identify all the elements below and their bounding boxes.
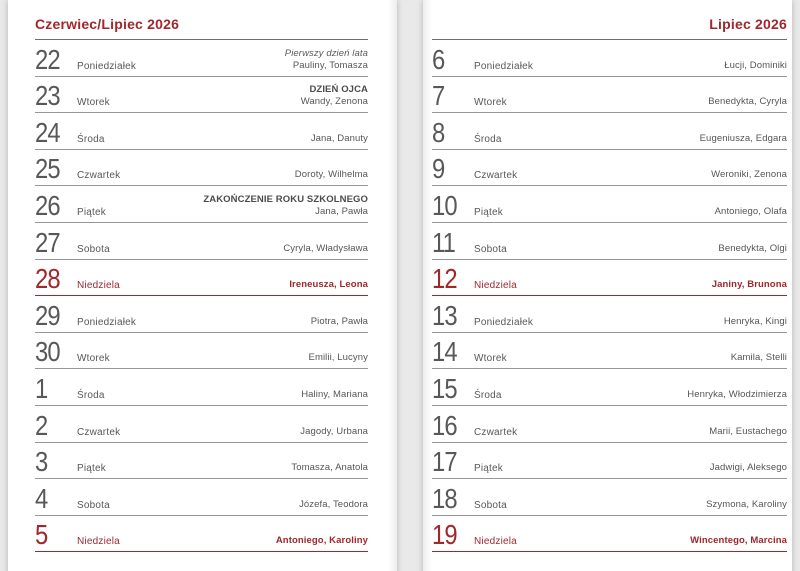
day-number: 6 bbox=[432, 43, 445, 75]
weekday-label: Niedziela bbox=[77, 280, 120, 292]
holiday-note: DZIEŃ OJCA bbox=[309, 84, 368, 96]
day-block bbox=[432, 82, 507, 110]
day-number: 11 bbox=[432, 226, 456, 258]
weekday-label: Czwartek bbox=[77, 426, 121, 438]
nameday-label: Henryka, Włodzimierza bbox=[687, 388, 787, 400]
nameday-block bbox=[700, 133, 787, 145]
weekday-label: Wtorek bbox=[474, 353, 507, 365]
nameday-label: Jana, Pawła bbox=[315, 205, 368, 217]
day-number: 29 bbox=[35, 299, 60, 331]
nameday-block bbox=[710, 462, 787, 474]
day-number: 5 bbox=[35, 519, 48, 551]
nameday-block bbox=[300, 426, 368, 438]
weekday-label: Sobota bbox=[474, 499, 507, 511]
nameday-block bbox=[311, 316, 368, 328]
page-right-content bbox=[423, 0, 792, 552]
calendar-row bbox=[35, 406, 368, 443]
day-number: 16 bbox=[432, 409, 457, 441]
weekday-label: Środa bbox=[474, 389, 502, 401]
page-left-content bbox=[8, 0, 397, 552]
nameday-block bbox=[203, 194, 368, 218]
weekday-label: Wtorek bbox=[77, 97, 110, 109]
day-number: 28 bbox=[35, 263, 60, 295]
weekday-label: Niedziela bbox=[474, 536, 517, 548]
holiday-note: ZAKOŃCZENIE ROKU SZKOLNEGO bbox=[203, 193, 368, 205]
day-number: 22 bbox=[35, 43, 60, 75]
nameday-label: Benedykta, Olgi bbox=[718, 242, 787, 254]
nameday-label: Wandy, Zenona bbox=[300, 96, 368, 108]
weekday-label: Poniedziałek bbox=[77, 60, 137, 72]
weekday-label: Poniedziałek bbox=[77, 316, 137, 328]
weekday-label: Środa bbox=[77, 389, 105, 401]
day-block bbox=[432, 338, 507, 366]
nameday-label: Henryka, Kingi bbox=[723, 315, 787, 327]
day-block bbox=[35, 226, 110, 258]
nameday-label: Józefa, Teodora bbox=[299, 498, 368, 510]
rows-right bbox=[432, 40, 787, 552]
weekday-label: Piątek bbox=[474, 206, 503, 218]
day-number: 18 bbox=[432, 482, 457, 514]
day-block bbox=[432, 521, 517, 549]
weekday-label: Niedziela bbox=[474, 280, 517, 292]
nameday-block bbox=[690, 535, 787, 547]
day-block bbox=[432, 43, 534, 75]
day-number: 4 bbox=[35, 482, 48, 514]
calendar-row bbox=[432, 369, 787, 406]
calendar-row bbox=[35, 333, 368, 370]
nameday-label: Kamila, Stelli bbox=[730, 352, 787, 364]
weekday-label: Niedziela bbox=[77, 536, 120, 548]
nameday-block bbox=[291, 462, 368, 474]
nameday-block bbox=[301, 389, 368, 401]
nameday-label: Szymona, Karoliny bbox=[706, 498, 787, 510]
day-number: 1 bbox=[35, 372, 48, 404]
weekday-label: Czwartek bbox=[77, 170, 121, 182]
day-block bbox=[35, 521, 120, 549]
day-block bbox=[35, 265, 120, 293]
nameday-label: Piotra, Pawła bbox=[310, 315, 368, 327]
weekday-label: Poniedziałek bbox=[474, 60, 534, 72]
calendar-row bbox=[35, 296, 368, 333]
day-number: 8 bbox=[432, 116, 445, 148]
nameday-block bbox=[309, 352, 368, 364]
nameday-block bbox=[283, 243, 368, 255]
weekday-label: Wtorek bbox=[77, 353, 110, 365]
nameday-block bbox=[276, 535, 368, 547]
day-block bbox=[35, 299, 137, 331]
calendar-row bbox=[35, 113, 368, 150]
holiday-note: Pierwszy dzień lata bbox=[284, 47, 368, 59]
nameday-label: Doroty, Wilhelma bbox=[294, 169, 368, 181]
nameday-block bbox=[711, 169, 787, 181]
day-block bbox=[35, 409, 121, 441]
nameday-block bbox=[708, 96, 787, 108]
calendar-row bbox=[432, 223, 787, 260]
nameday-block bbox=[731, 352, 787, 364]
nameday-label: Weroniki, Zenona bbox=[711, 169, 787, 181]
day-number: 15 bbox=[432, 372, 457, 404]
calendar-row bbox=[432, 406, 787, 443]
calendar-row bbox=[432, 443, 787, 480]
nameday-label: Cyryla, Władysława bbox=[283, 242, 368, 254]
nameday-label: Jana, Danuty bbox=[310, 132, 368, 144]
calendar-row bbox=[432, 479, 787, 516]
nameday-block bbox=[724, 316, 787, 328]
nameday-label: Antoniego, Karoliny bbox=[275, 535, 368, 547]
day-block bbox=[432, 482, 507, 514]
day-block bbox=[432, 448, 503, 476]
nameday-label: Marii, Eustachego bbox=[709, 425, 787, 437]
weekday-label: Piątek bbox=[77, 206, 106, 218]
day-number: 12 bbox=[432, 263, 457, 295]
month-header-right: Lipiec 2026 bbox=[432, 17, 787, 40]
nameday-block bbox=[715, 206, 787, 218]
day-block bbox=[35, 116, 105, 148]
calendar-row bbox=[35, 186, 368, 223]
calendar-row bbox=[432, 77, 787, 114]
day-block bbox=[35, 448, 106, 476]
day-block bbox=[432, 299, 534, 331]
day-number: 27 bbox=[35, 226, 60, 258]
calendar-row bbox=[35, 516, 368, 553]
calendar-row bbox=[35, 223, 368, 260]
day-block bbox=[432, 226, 507, 258]
calendar-row bbox=[35, 40, 368, 77]
weekday-label: Sobota bbox=[77, 499, 110, 511]
nameday-block bbox=[706, 499, 787, 511]
calendar-row bbox=[432, 186, 787, 223]
weekday-label: Czwartek bbox=[474, 426, 518, 438]
calendar-row bbox=[35, 77, 368, 114]
day-number: 19 bbox=[432, 519, 457, 551]
day-number: 2 bbox=[35, 409, 48, 441]
day-block bbox=[432, 265, 517, 293]
nameday-label: Eugeniusza, Edgara bbox=[699, 132, 787, 144]
day-number: 10 bbox=[432, 189, 457, 221]
nameday-label: Ireneusza, Leona bbox=[289, 279, 368, 291]
calendar-row bbox=[35, 260, 368, 297]
weekday-label: Czwartek bbox=[474, 170, 518, 182]
weekday-label: Wtorek bbox=[474, 97, 507, 109]
nameday-label: Jagody, Urbana bbox=[300, 425, 368, 437]
day-block bbox=[35, 482, 110, 514]
nameday-block bbox=[295, 169, 368, 181]
day-block bbox=[432, 155, 517, 183]
day-number: 13 bbox=[432, 299, 457, 331]
calendar-row bbox=[432, 260, 787, 297]
calendar-row bbox=[35, 443, 368, 480]
day-number: 7 bbox=[432, 80, 445, 112]
nameday-block bbox=[285, 48, 368, 72]
day-block bbox=[432, 189, 503, 221]
day-number: 9 bbox=[432, 153, 445, 185]
calendar-row bbox=[432, 296, 787, 333]
rows-left bbox=[35, 40, 368, 552]
nameday-label: Pauliny, Tomasza bbox=[292, 59, 368, 71]
day-block bbox=[432, 409, 518, 441]
month-header-left: Czerwiec/Lipiec 2026 bbox=[35, 17, 368, 40]
day-block bbox=[35, 372, 105, 404]
day-block bbox=[432, 116, 502, 148]
calendar-row bbox=[432, 113, 787, 150]
calendar-row bbox=[432, 333, 787, 370]
day-number: 23 bbox=[35, 80, 60, 112]
nameday-block bbox=[712, 279, 787, 291]
weekday-label: Sobota bbox=[474, 243, 507, 255]
nameday-label: Wincentego, Marcina bbox=[690, 535, 787, 547]
weekday-label: Środa bbox=[77, 133, 105, 145]
day-number: 17 bbox=[432, 446, 457, 478]
day-block bbox=[35, 155, 120, 183]
nameday-label: Tomasza, Anatola bbox=[291, 462, 368, 474]
nameday-label: Antoniego, Olafa bbox=[714, 205, 787, 217]
nameday-block bbox=[311, 133, 368, 145]
day-number: 14 bbox=[432, 336, 457, 368]
day-block bbox=[35, 338, 110, 366]
nameday-label: Benedykta, Cyryla bbox=[708, 96, 787, 108]
calendar-row bbox=[35, 369, 368, 406]
nameday-label: Haliny, Mariana bbox=[301, 388, 368, 400]
weekday-label: Piątek bbox=[77, 463, 106, 475]
day-number: 30 bbox=[35, 336, 60, 368]
calendar-row bbox=[432, 516, 787, 553]
calendar-row bbox=[35, 150, 368, 187]
nameday-block bbox=[709, 426, 787, 438]
nameday-block bbox=[289, 279, 368, 291]
day-number: 25 bbox=[35, 153, 60, 185]
day-number: 24 bbox=[35, 116, 60, 148]
page-left bbox=[8, 0, 397, 571]
nameday-block bbox=[718, 243, 787, 255]
nameday-label: Emilii, Lucyny bbox=[308, 352, 368, 364]
day-block bbox=[35, 43, 137, 75]
calendar-row bbox=[35, 479, 368, 516]
day-number: 3 bbox=[35, 446, 48, 478]
weekday-label: Piątek bbox=[474, 463, 503, 475]
weekday-label: Środa bbox=[474, 133, 502, 145]
nameday-block bbox=[687, 389, 787, 401]
day-block bbox=[432, 372, 502, 404]
weekday-label: Poniedziałek bbox=[474, 316, 534, 328]
nameday-label: Jadwigi, Aleksego bbox=[709, 462, 787, 474]
nameday-block bbox=[301, 84, 368, 108]
calendar-row bbox=[432, 40, 787, 77]
nameday-block bbox=[724, 60, 787, 72]
weekday-label: Sobota bbox=[77, 243, 110, 255]
page-right bbox=[423, 0, 792, 571]
day-block bbox=[35, 189, 106, 221]
nameday-label: Łucji, Dominiki bbox=[724, 59, 787, 71]
day-block bbox=[35, 82, 110, 110]
calendar-row bbox=[432, 150, 787, 187]
day-number: 26 bbox=[35, 189, 60, 221]
nameday-label: Janiny, Brunona bbox=[711, 279, 787, 291]
nameday-block bbox=[299, 499, 368, 511]
